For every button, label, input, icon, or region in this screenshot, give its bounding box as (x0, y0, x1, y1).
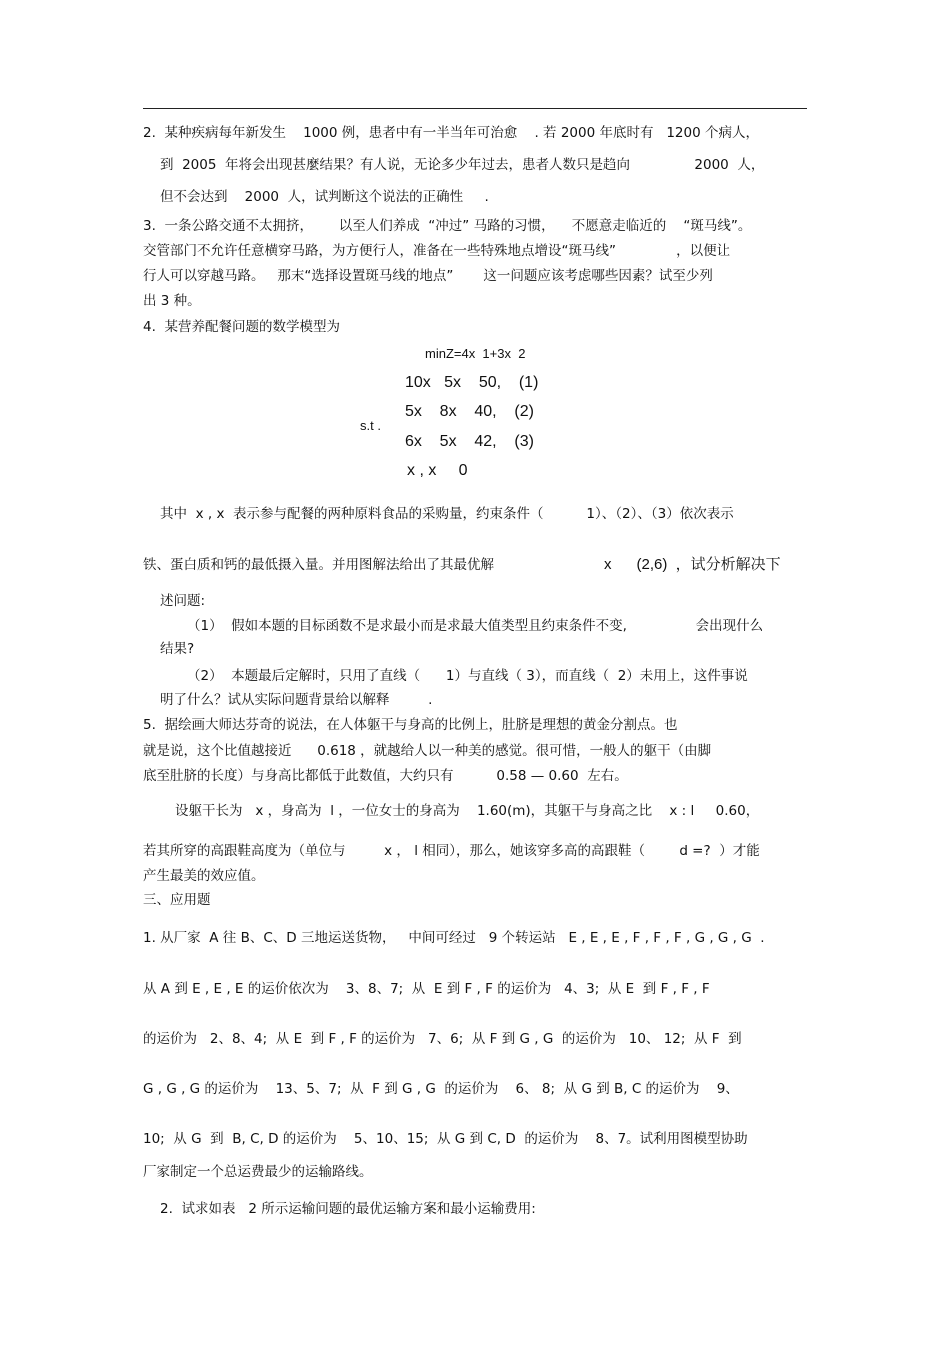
q4-objective: minZ=4x 1+3x 2 (425, 346, 526, 361)
app1-line-5: 10; 从 G 到 B, C, D 的运价为 5、10、15; 从 G 到 C, D 的运价为 8、7。试利用图模型协助 (143, 1131, 748, 1147)
header-rule (143, 108, 807, 109)
q2-line-1: 2. 某种疾病每年新发生 1000 例，患者中有一半当年可治愈 . 若 2000 年底时有 1200 个病人， (143, 125, 759, 141)
q5-line-5: 若其所穿的高跟鞋高度为（单位与 x ， l 相同），那么，她该穿多高的高跟鞋（ d =? ）才能 (143, 843, 760, 859)
q3-line-2: 交管部门不允许任意横穿马路，为方便行人，准备在一些特殊地点增设“斑马线” ，以便让 (143, 243, 731, 259)
q4-sub-2b: 明了什么？试从实际问题背景给以解释 . (160, 692, 433, 708)
q3-line-1: 3. 一条公路交通不太拥挤， 以至人们养成 “冲过” 马路的习惯， 不愿意走临近的 “斑马线”。 (143, 218, 752, 234)
q4-para-1: 其中 x , x 表示参与配餐的两种原料食品的采购量，约束条件（ 1）、（2）、（3）依次表示 (160, 506, 734, 522)
q4-intro: 4. 某营养配餐问题的数学模型为 (143, 319, 340, 335)
q3-line-4: 出 3 种。 (143, 293, 201, 309)
q4-constraint-3: 6x 5x 42, (3) (405, 433, 534, 450)
q5-line-3: 底至肚脐的长度）与身高比都低于此数值，大约只有 0.58 — 0.60 左右。 (143, 768, 628, 784)
app1-line-3: 的运价为 2、8、4; 从 E 到 F , F 的运价为 7、6; 从 F 到 G , G 的运价为 10、 12; 从 F 到 (143, 1031, 742, 1047)
q4-constraint-4: x , x 0 (407, 462, 468, 479)
q4-constraint-1: 10x 5x 50, (1) (405, 374, 539, 391)
q4-sub-1a: （1） 假如本题的目标函数不是求最小而是求最大值类型且约束条件不变, 会出现什么 (187, 618, 764, 634)
q4-para-2b: x (2,6) ，试分析解决下 (604, 556, 781, 573)
q5-line-1: 5. 据绘画大师达芬奇的说法，在人体躯干与身高的比例上，肚脐是理想的黄金分割点。也 (143, 717, 678, 733)
q5-line-4: 设躯干长为 x ，身高为 l ，一位女士的身高为 1.60(m)，其躯干与身高之比 x : l 0.60， (175, 803, 760, 819)
app1-line-4: G , G , G 的运价为 13、5、7; 从 F 到 G , G 的运价为 6、 8; 从 G 到 B, C 的运价为 9、 (143, 1081, 739, 1097)
app1-line-2: 从 A 到 E , E , E 的运价依次为 3、8、7; 从 E 到 F , F 的运价为 4、3; 从 E 到 F , F , F (143, 981, 710, 997)
q4-constraint-2: 5x 8x 40, (2) (405, 403, 534, 420)
app1-line-1: 1. 从厂家 A 往 B、C、D 三地运送货物， 中间可经过 9 个转运站 E , E , E , F , F , F , G , G , G . (143, 930, 765, 946)
q4-st-label: s.t . (360, 418, 381, 433)
q5-line-2: 就是说，这个比值越接近 0.618 ，就越给人以一种美的感觉。很可惜，一般人的躯干（由脚 (143, 743, 712, 759)
q3-line-3: 行人可以穿越马路。 那末“选择设置斑马线的地点” 这一问题应该考虑哪些因素？试至少列 (143, 268, 713, 284)
q4-sub-2a: （2） 本题最后定解时，只用了直线（ 1）与直线（ 3），而直线（ 2）未用上，这件事说 (187, 668, 748, 684)
app2-line-1: 2. 试求如表 2 所示运输问题的最优运输方案和最小运输费用: (160, 1201, 536, 1217)
q4-para-2a: 铁、蛋白质和钙的最低摄入量。并用图解法给出了其最优解 (143, 557, 494, 573)
app1-line-6: 厂家制定一个总运费最少的运输路线。 (143, 1164, 373, 1180)
q4-sub-1b: 结果? (160, 641, 195, 657)
section-3-heading: 三、应用题 (143, 892, 211, 908)
q5-line-6: 产生最美的效应值。 (143, 868, 265, 884)
q2-line-3: 但不会达到 2000 人，试判断这个说法的正确性 . (160, 189, 489, 205)
q2-line-2: 到 2005 年将会出现甚麼结果？有人说，无论多少年过去，患者人数只是趋向 2000 人， (160, 157, 765, 173)
q4-para-3: 述问题: (160, 593, 206, 609)
